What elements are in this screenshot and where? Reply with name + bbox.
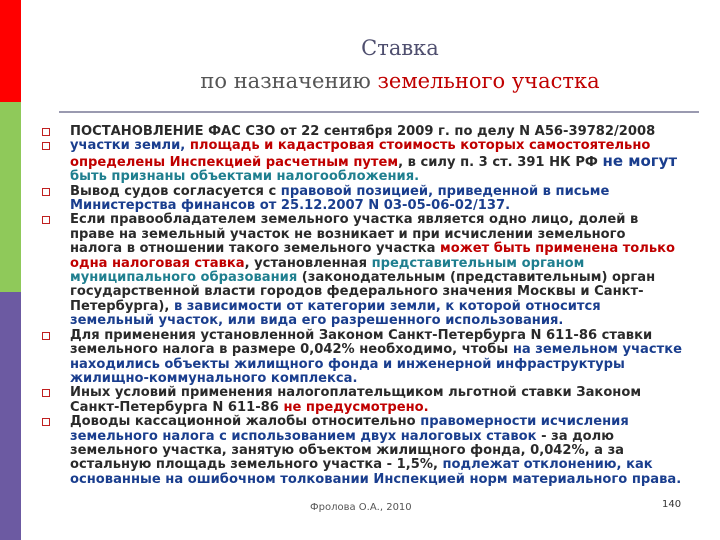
square-bullet-icon — [42, 142, 50, 150]
page-number: 140 — [662, 499, 682, 510]
item-text-part: (законодательным (представительным) орган государственной власти городов федерального значения Москвы и Санкт-Петербурга), — [70, 270, 656, 314]
left-color-bar — [0, 0, 21, 540]
square-bullet-icon — [42, 216, 50, 224]
square-bullet-icon — [42, 332, 50, 340]
item-text-part: Если правообладателем земельного участка является одно лицо, долей в праве на земельный участок не возникает и при исчислении земельного налога в отношении такого земельного участка — [70, 212, 639, 257]
list-item — [70, 415, 682, 487]
title-line-2-prefix: по назначению — [200, 69, 378, 93]
color-bar-red — [0, 0, 21, 102]
item-text-part: площадь и кадастровая стоимость которых самостоятельно определены Инспекцией расчетным путем — [70, 138, 651, 170]
square-bullet-icon — [42, 418, 50, 426]
square-bullet-icon — [42, 128, 50, 136]
color-bar-green — [0, 102, 21, 292]
square-bullet-icon — [42, 389, 50, 397]
item-text-part: представительным органом муниципального образования — [70, 255, 585, 286]
list-item — [70, 386, 682, 415]
item-text-part: Вывод судов согласуется с — [70, 183, 281, 199]
item-text-part: Для применения установленной Законом Санкт-Петербурга N 611-86 ставки земельного налога в размере 0,042% необходимо, чтобы — [70, 327, 653, 358]
item-text-part: , в силу п. 3 ст. 391 НК РФ — [398, 154, 603, 170]
bullet-list — [70, 125, 682, 487]
title-line-1: Ставка — [361, 36, 439, 60]
item-text-part: быть признаны объектами налогообложения. — [70, 169, 420, 185]
item-text-part: правомерности исчисления земельного налога с использованием двух налоговых ставок — [70, 414, 629, 444]
square-bullet-icon — [42, 188, 50, 196]
item-text-part: не предусмотрено. — [283, 399, 429, 415]
item-text-part: участки земли, — [70, 138, 190, 154]
list-item — [70, 185, 682, 214]
slide-title — [110, 32, 690, 98]
list-item — [70, 329, 682, 387]
title-line-2 — [110, 65, 690, 98]
title-divider — [59, 111, 699, 113]
item-text-part: , установленная — [244, 255, 372, 271]
item-text-part: в зависимости от категории земли, к которой относится земельный участок, или вида его разрешенного использования. — [70, 298, 601, 329]
list-item — [70, 139, 682, 184]
item-text-part: Иных условий применения налогоплательщиком льготной ставки Законом Санкт-Петербурга N 611-86 — [70, 385, 642, 415]
list-item — [70, 125, 682, 139]
item-text-part: правовой позицией, приведенной в письме Министерства финансов от 25.12.2007 N 03-05-06-02/137. — [70, 183, 610, 214]
item-text-part: Доводы кассационной жалобы относительно — [70, 414, 421, 430]
footer-author: Фролова О.А., 2010 — [310, 502, 412, 513]
color-bar-purple — [0, 292, 21, 540]
item-text-part: может быть применена только одна налоговая ставка — [70, 241, 676, 271]
item-text-part: на земельном участке находились объекты жилищного фонда и инженерной инфраструктуры жилищно-коммунального комплекса. — [70, 342, 683, 386]
item-text-part: - за долю земельного участка, занятую объектом жилищного фонда, 0,042%, а за остальную площадь земельного участка - 1,5%, — [70, 428, 625, 473]
item-text-part: не могут — [602, 151, 678, 170]
title-line-2-highlight: земельного участка — [377, 69, 600, 93]
list-item — [70, 213, 682, 328]
item-text: ПОСТАНОВЛЕНИЕ ФАС СЗО от 22 сентября 2009 г. по делу N А56-39782/2008 — [70, 124, 656, 139]
item-text-part: подлежат отклонению, как основанные на ошибочном толковании Инспекцией норм материального права. — [70, 457, 682, 487]
